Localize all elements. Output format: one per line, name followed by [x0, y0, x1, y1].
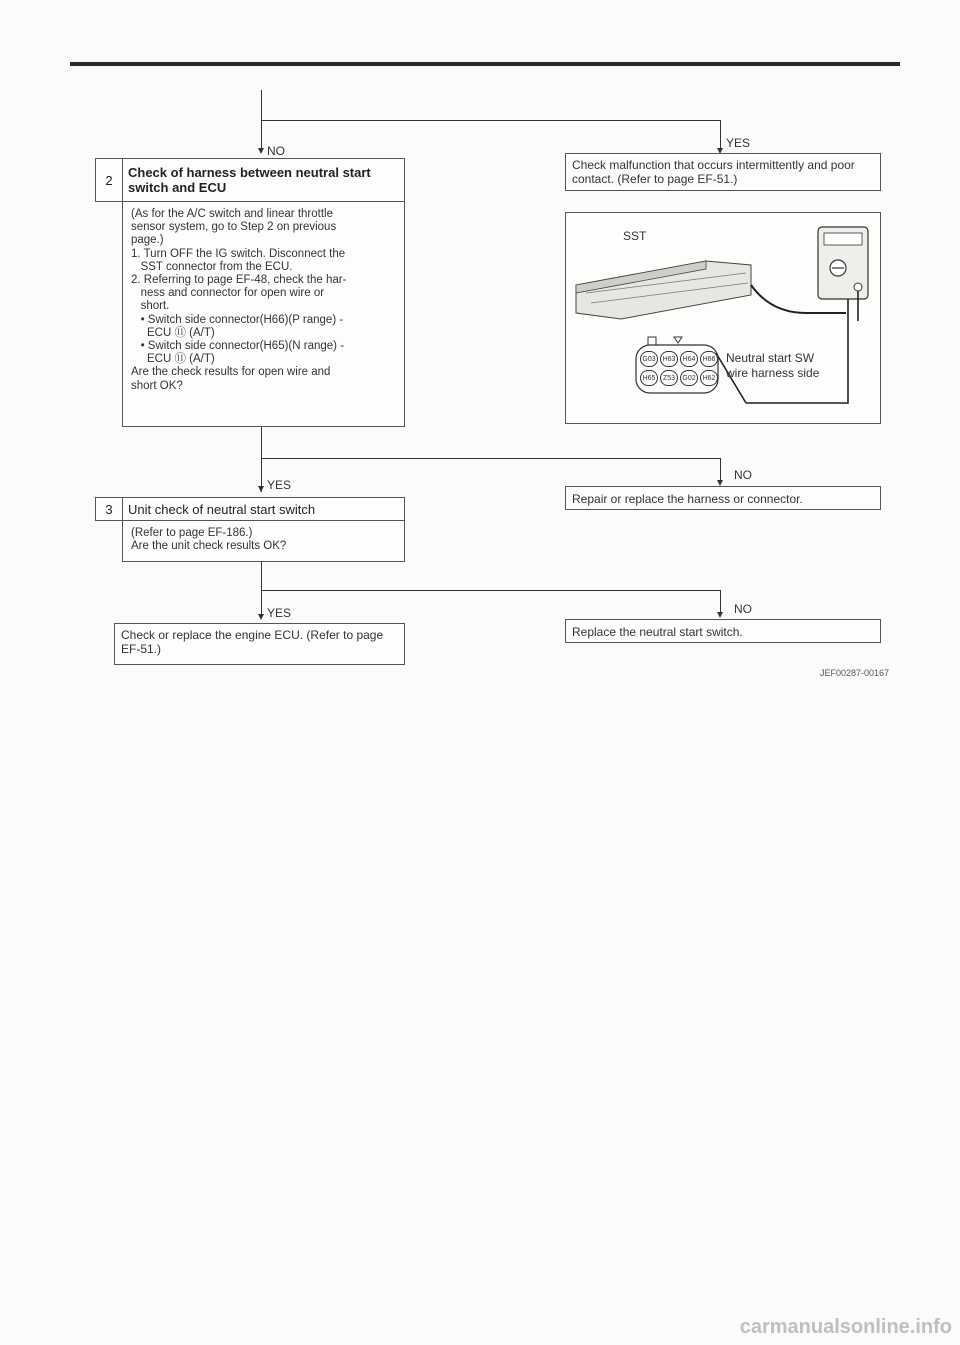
- watermark: carmanualsonline.info: [739, 1316, 952, 1338]
- engine-ecu-text: Check or replace the engine ECU. (Refer to page EF-51.): [121, 628, 384, 656]
- reference-code: JEF00287-00167: [820, 668, 890, 678]
- body-line: SST connector from the ECU.: [131, 260, 293, 273]
- body-line: page.): [131, 234, 164, 247]
- pin-g03: G03: [640, 351, 658, 367]
- ecu-connector-icon: [576, 261, 751, 319]
- label-yes-top: YES: [726, 136, 751, 150]
- step2-body-text: [131, 208, 401, 393]
- multimeter-icon: [818, 227, 868, 299]
- caption-line-2: wire harness side: [726, 366, 820, 380]
- pin-row-top: [640, 351, 720, 367]
- label-no-top: NO: [267, 144, 285, 158]
- body-line: • Switch side connector(H66)(P range) -: [131, 313, 344, 326]
- pin-row-bottom: [640, 370, 720, 386]
- pin-h65: H65: [640, 370, 658, 386]
- arrow-down-icon: [258, 614, 264, 620]
- step2-number: 2: [96, 159, 123, 201]
- body-line: ECU ⑪ (A/T): [131, 353, 215, 366]
- step2-title: Check of harness between neutral start switch and ECU: [128, 165, 371, 195]
- flow-line-mid-branch: [261, 458, 721, 459]
- replace-switch-text: Replace the neutral start switch.: [572, 625, 743, 639]
- label-yes-bot: YES: [267, 606, 292, 620]
- caption-line-1: Neutral start SW: [726, 351, 815, 365]
- intermittent-check-box: [565, 153, 881, 191]
- flow-line-top-right: [720, 120, 721, 148]
- label-no-mid: NO: [734, 468, 752, 482]
- pin-h63: H63: [660, 351, 678, 367]
- arrow-down-icon: [258, 486, 264, 492]
- replace-switch-box: [565, 619, 881, 643]
- body-line: short.: [131, 300, 170, 313]
- arrow-down-icon: [258, 148, 264, 154]
- body-line: • Switch side connector(H65)(N range) -: [131, 340, 345, 353]
- top-rule: [70, 62, 900, 66]
- step3-number: 3: [96, 498, 123, 520]
- flow-line-bot-main: [261, 562, 262, 616]
- body-line: (As for the A/C switch and linear throttle: [131, 208, 333, 220]
- step2-body-box: [122, 201, 405, 427]
- body-line: (Refer to page EF-186.): [131, 527, 253, 539]
- connector-diagram: [566, 213, 880, 423]
- label-no-bot: NO: [734, 602, 752, 616]
- sst-label: SST: [623, 229, 647, 243]
- pin-z53: Z53: [660, 370, 678, 386]
- body-line: ness and connector for open wire or: [131, 287, 325, 300]
- step3-body-text: [131, 527, 401, 553]
- body-line: Are the check results for open wire and: [131, 366, 331, 379]
- flow-line-top-branch: [261, 120, 721, 121]
- body-line: Are the unit check results OK?: [131, 540, 287, 553]
- repair-text: Repair or replace the harness or connector.: [572, 492, 803, 506]
- flow-line-mid-main: [261, 427, 262, 492]
- body-line: ECU ⑪ (A/T): [131, 326, 215, 339]
- lock-tab-icon: [648, 337, 656, 345]
- step3-header-box: [95, 497, 405, 521]
- pin-h62: H62: [700, 370, 718, 386]
- pin-h66: H66: [700, 351, 718, 367]
- label-yes-mid: YES: [267, 478, 292, 492]
- step2-header-box: [95, 158, 405, 202]
- pin-marker-icon: [674, 337, 682, 343]
- step3-title: Unit check of neutral start switch: [128, 502, 316, 517]
- pin-h64: H64: [680, 351, 698, 367]
- repair-box: [565, 486, 881, 510]
- body-line: sensor system, go to Step 2 on previous: [131, 221, 337, 234]
- step3-body-box: [122, 520, 405, 562]
- pin-g02: G02: [680, 370, 698, 386]
- flow-line-top-main: [261, 90, 262, 148]
- sst-illustration: [565, 212, 881, 424]
- body-line: 1. Turn OFF the IG switch. Disconnect the: [131, 247, 346, 260]
- arrow-down-icon: [717, 612, 723, 618]
- engine-ecu-box: [114, 623, 405, 665]
- intermittent-check-text: Check malfunction that occurs intermittently and poor contact. (Refer to page EF-51.): [572, 158, 855, 186]
- body-line: 2. Referring to page EF-48, check the har-: [131, 274, 347, 287]
- flow-line-bot-branch: [261, 590, 721, 591]
- body-line: short OK?: [131, 379, 183, 392]
